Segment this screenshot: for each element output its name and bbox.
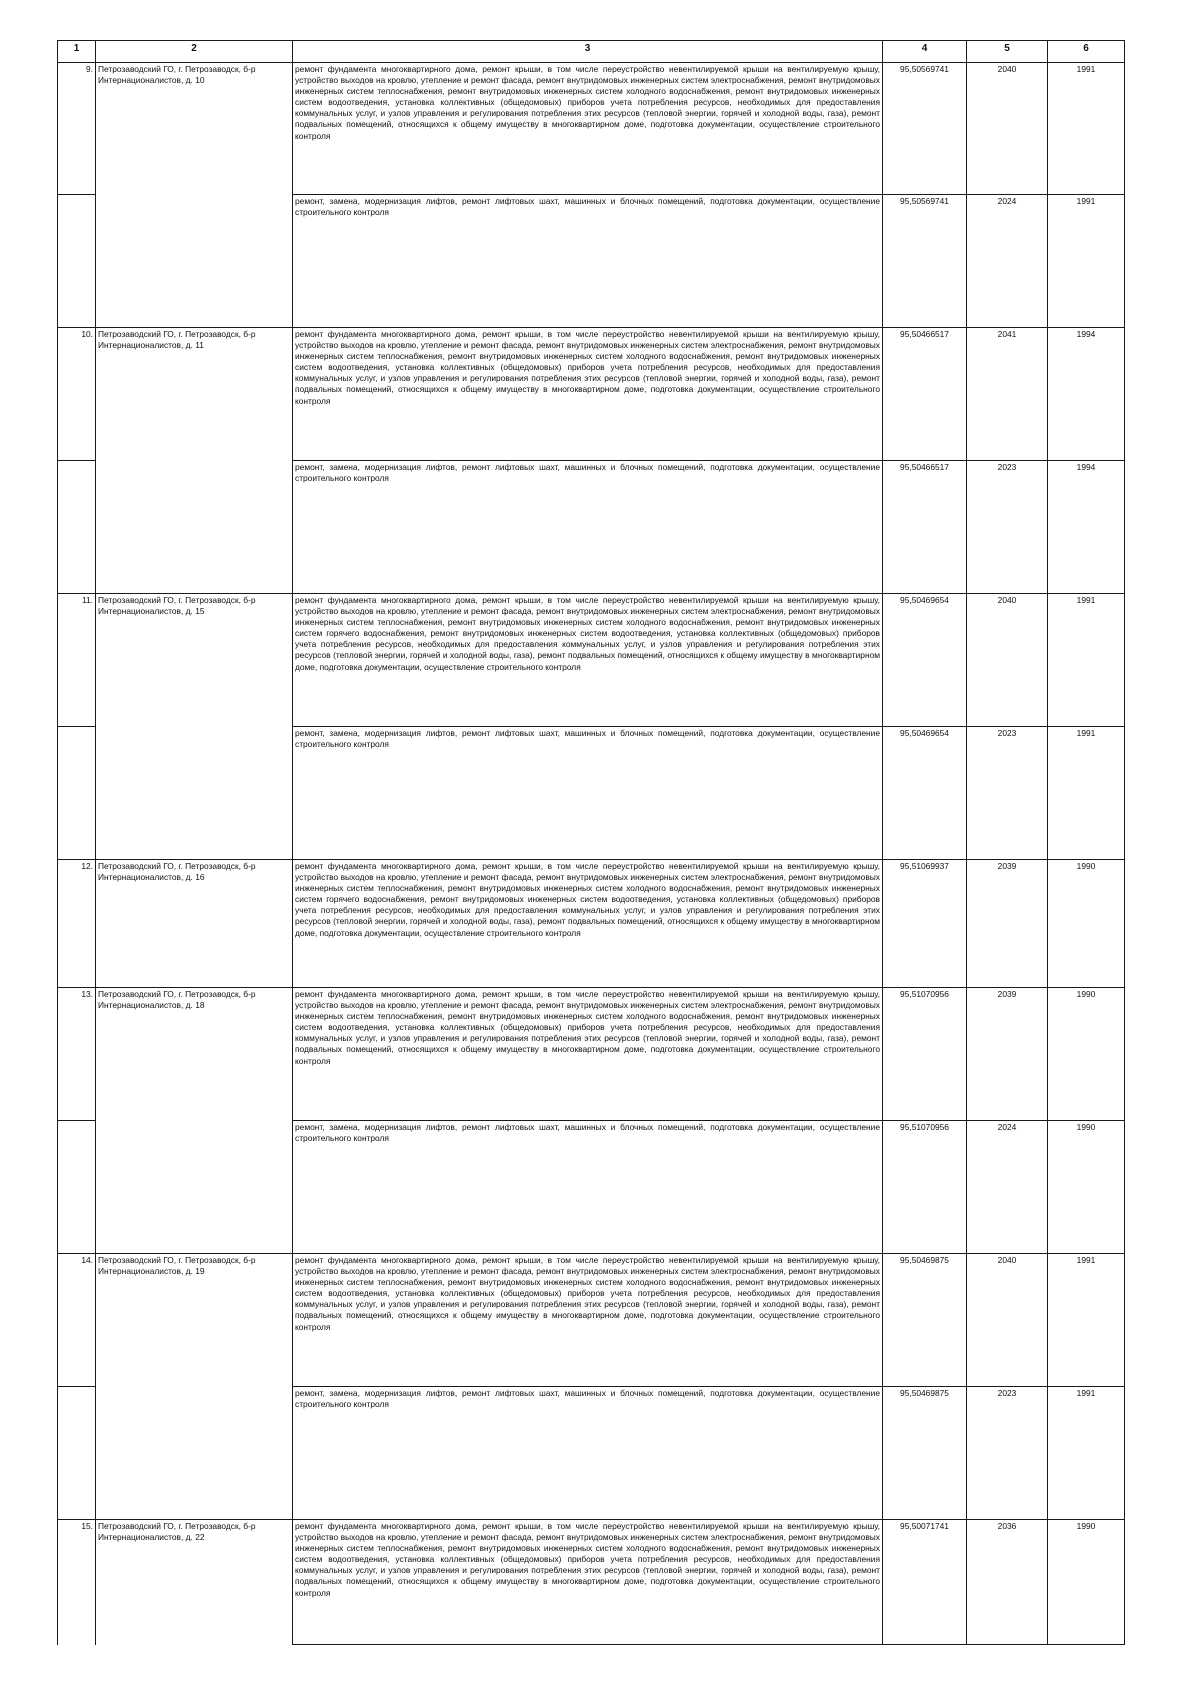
works-description-cell: ремонт, замена, модернизация лифтов, ремонт лифтовых шахт, машинных и блочных помещений, подготовка документации, осуществление строительного контроля — [293, 1387, 883, 1520]
address-cell: Петрозаводский ГО, г. Петрозаводск, б-р Интернационалистов, д. 10 — [96, 63, 293, 195]
works-description-cell: ремонт, замена, модернизация лифтов, ремонт лифтовых шахт, машинных и блочных помещений, подготовка документации, осуществление строительного контроля — [293, 195, 883, 328]
year-cell: 1990 — [1048, 988, 1125, 1121]
year-cell: 2036 — [967, 1520, 1048, 1645]
repair-schedule-table — [57, 40, 1125, 1645]
row-number: 12. — [58, 860, 96, 988]
value-cell: 95,50469875 — [883, 1387, 967, 1520]
year-cell: 2040 — [967, 1254, 1048, 1387]
column-header: 3 — [293, 41, 883, 63]
year-cell: 2023 — [967, 727, 1048, 860]
year-cell: 2039 — [967, 988, 1048, 1121]
row-number — [58, 195, 96, 328]
address-cell — [96, 1121, 293, 1254]
value-cell: 95,51069937 — [883, 860, 967, 988]
value-cell: 95,50469875 — [883, 1254, 967, 1387]
works-description-cell: ремонт фундамента многоквартирного дома, ремонт крыши, в том числе переустройство невентилируемой крыши на вентилируемую крышу, устройство выходов на кровлю, утепление и ремонт фасада, ремонт внутридомовых инженерных систем электроснабжения, ремонт внутридомовых инженерных систем теплоснабжения, ремонт внутридомовых инженерных систем холодного водоснабжения, ремонт внутридомовых инженерных систем водоотведения, установка коллективных (общедомовых) приборов учета потребления ресурсов, необходимых для предоставления коммунальных услуг, и узлов управления и регулирования потребления этих ресурсов (тепловой энергии, горячей и холодной воды, газа), ремонт подвальных помещений, относящихся к общему имуществу в многоквартирном доме, подготовка документации, осуществление строительного контроля — [293, 63, 883, 195]
address-cell — [96, 461, 293, 594]
year-cell: 1994 — [1048, 461, 1125, 594]
year-cell: 2039 — [967, 860, 1048, 988]
column-header: 1 — [58, 41, 96, 63]
table-row — [58, 727, 1125, 860]
address-cell: Петрозаводский ГО, г. Петрозаводск, б-р Интернационалистов, д. 11 — [96, 328, 293, 461]
address-cell: Петрозаводский ГО, г. Петрозаводск, б-р Интернационалистов, д. 19 — [96, 1254, 293, 1387]
year-cell: 1990 — [1048, 1520, 1125, 1645]
address-cell: Петрозаводский ГО, г. Петрозаводск, б-р Интернационалистов, д. 15 — [96, 594, 293, 727]
row-number: 13. — [58, 988, 96, 1121]
year-cell: 1991 — [1048, 1387, 1125, 1520]
year-cell: 1991 — [1048, 727, 1125, 860]
year-cell: 1991 — [1048, 63, 1125, 195]
column-header: 6 — [1048, 41, 1125, 63]
table-row — [58, 594, 1125, 727]
table-row — [58, 328, 1125, 461]
works-description-cell: ремонт фундамента многоквартирного дома, ремонт крыши, в том числе переустройство невентилируемой крыши на вентилируемую крышу, устройство выходов на кровлю, утепление и ремонт фасада, ремонт внутридомовых инженерных систем электроснабжения, ремонт внутридомовых инженерных систем теплоснабжения, ремонт внутридомовых инженерных систем холодного водоснабжения, ремонт внутридомовых инженерных систем горячего водоснабжения, ремонт внутридомовых инженерных систем водоотведения, установка коллективных (общедомовых) приборов учета потребления ресурсов, необходимых для предоставления коммунальных услуг, и узлов управления и регулирования потребления этих ресурсов (тепловой энергии, горячей и холодной воды, газа), ремонт подвальных помещений, относящихся к общему имуществу в многоквартирном доме, подготовка документации, осуществление строительного контроля — [293, 594, 883, 727]
table-header-row — [58, 41, 1125, 63]
year-cell: 1990 — [1048, 1121, 1125, 1254]
address-cell — [96, 1387, 293, 1520]
works-description-cell: ремонт, замена, модернизация лифтов, ремонт лифтовых шахт, машинных и блочных помещений, подготовка документации, осуществление строительного контроля — [293, 461, 883, 594]
row-number — [58, 1121, 96, 1254]
value-cell: 95,51070956 — [883, 1121, 967, 1254]
row-number: 15. — [58, 1520, 96, 1645]
year-cell: 1991 — [1048, 594, 1125, 727]
row-number: 14. — [58, 1254, 96, 1387]
value-cell: 95,50071741 — [883, 1520, 967, 1645]
year-cell: 2040 — [967, 594, 1048, 727]
table-row — [58, 1520, 1125, 1645]
column-header: 4 — [883, 41, 967, 63]
value-cell: 95,50466517 — [883, 328, 967, 461]
works-description-cell: ремонт фундамента многоквартирного дома, ремонт крыши, в том числе переустройство невентилируемой крыши на вентилируемую крышу, устройство выходов на кровлю, утепление и ремонт фасада, ремонт внутридомовых инженерных систем электроснабжения, ремонт внутридомовых инженерных систем теплоснабжения, ремонт внутридомовых инженерных систем холодного водоснабжения, ремонт внутридомовых инженерных систем водоотведения, установка коллективных (общедомовых) приборов учета потребления ресурсов, необходимых для предоставления коммунальных услуг, и узлов управления и регулирования потребления этих ресурсов (тепловой энергии, горячей и холодной воды, газа), ремонт подвальных помещений, относящихся к общему имуществу в многоквартирном доме, подготовка документации, осуществление строительного контроля — [293, 1254, 883, 1387]
works-description-cell: ремонт, замена, модернизация лифтов, ремонт лифтовых шахт, машинных и блочных помещений, подготовка документации, осуществление строительного контроля — [293, 1121, 883, 1254]
year-cell: 2024 — [967, 1121, 1048, 1254]
table-row — [58, 1121, 1125, 1254]
row-number: 10. — [58, 328, 96, 461]
year-cell: 2041 — [967, 328, 1048, 461]
year-cell: 2023 — [967, 461, 1048, 594]
row-number — [58, 461, 96, 594]
row-number: 9. — [58, 63, 96, 195]
table-row — [58, 1387, 1125, 1520]
address-cell — [96, 195, 293, 328]
table-row — [58, 860, 1125, 988]
column-header: 5 — [967, 41, 1048, 63]
value-cell: 95,50469654 — [883, 727, 967, 860]
table-row — [58, 195, 1125, 328]
year-cell: 2023 — [967, 1387, 1048, 1520]
row-number: 11. — [58, 594, 96, 727]
address-cell: Петрозаводский ГО, г. Петрозаводск, б-р Интернационалистов, д. 18 — [96, 988, 293, 1121]
row-number — [58, 1387, 96, 1520]
table-row — [58, 63, 1125, 195]
year-cell: 2040 — [967, 63, 1048, 195]
table-row — [58, 1254, 1125, 1387]
works-description-cell: ремонт, замена, модернизация лифтов, ремонт лифтовых шахт, машинных и блочных помещений, подготовка документации, осуществление строительного контроля — [293, 727, 883, 860]
table-row — [58, 461, 1125, 594]
table-row — [58, 988, 1125, 1121]
value-cell: 95,50569741 — [883, 63, 967, 195]
address-cell: Петрозаводский ГО, г. Петрозаводск, б-р Интернационалистов, д. 22 — [96, 1520, 293, 1645]
value-cell: 95,51070956 — [883, 988, 967, 1121]
year-cell: 1991 — [1048, 1254, 1125, 1387]
value-cell: 95,50569741 — [883, 195, 967, 328]
value-cell: 95,50469654 — [883, 594, 967, 727]
column-header: 2 — [96, 41, 293, 63]
table-body — [58, 63, 1125, 1645]
year-cell: 2024 — [967, 195, 1048, 328]
year-cell: 1990 — [1048, 860, 1125, 988]
works-description-cell: ремонт фундамента многоквартирного дома, ремонт крыши, в том числе переустройство невентилируемой крыши на вентилируемую крышу, устройство выходов на кровлю, утепление и ремонт фасада, ремонт внутридомовых инженерных систем электроснабжения, ремонт внутридомовых инженерных систем теплоснабжения, ремонт внутридомовых инженерных систем холодного водоснабжения, ремонт внутридомовых инженерных систем водоотведения, установка коллективных (общедомовых) приборов учета потребления ресурсов, необходимых для предоставления коммунальных услуг, и узлов управления и регулирования потребления этих ресурсов (тепловой энергии, горячей и холодной воды, газа), ремонт подвальных помещений, относящихся к общему имуществу в многоквартирном доме, подготовка документации, осуществление строительного контроля — [293, 1520, 883, 1645]
address-cell: Петрозаводский ГО, г. Петрозаводск, б-р Интернационалистов, д. 16 — [96, 860, 293, 988]
address-cell — [96, 727, 293, 860]
year-cell: 1991 — [1048, 195, 1125, 328]
row-number — [58, 727, 96, 860]
value-cell: 95,50466517 — [883, 461, 967, 594]
works-description-cell: ремонт фундамента многоквартирного дома, ремонт крыши, в том числе переустройство невентилируемой крыши на вентилируемую крышу, устройство выходов на кровлю, утепление и ремонт фасада, ремонт внутридомовых инженерных систем электроснабжения, ремонт внутридомовых инженерных систем теплоснабжения, ремонт внутридомовых инженерных систем холодного водоснабжения, ремонт внутридомовых инженерных систем водоотведения, установка коллективных (общедомовых) приборов учета потребления ресурсов, необходимых для предоставления коммунальных услуг, и узлов управления и регулирования потребления этих ресурсов (тепловой энергии, горячей и холодной воды, газа), ремонт подвальных помещений, относящихся к общему имуществу в многоквартирном доме, подготовка документации, осуществление строительного контроля — [293, 328, 883, 461]
works-description-cell: ремонт фундамента многоквартирного дома, ремонт крыши, в том числе переустройство невентилируемой крыши на вентилируемую крышу, устройство выходов на кровлю, утепление и ремонт фасада, ремонт внутридомовых инженерных систем электроснабжения, ремонт внутридомовых инженерных систем теплоснабжения, ремонт внутридомовых инженерных систем холодного водоснабжения, ремонт внутридомовых инженерных систем горячего водоснабжения, ремонт внутридомовых инженерных систем водоотведения, установка коллективных (общедомовых) приборов учета потребления ресурсов, необходимых для предоставления коммунальных услуг, и узлов управления и регулирования потребления этих ресурсов (тепловой энергии, горячей и холодной воды, газа), ремонт подвальных помещений, относящихся к общему имуществу в многоквартирном доме, подготовка документации, осуществление строительного контроля — [293, 860, 883, 988]
year-cell: 1994 — [1048, 328, 1125, 461]
works-description-cell: ремонт фундамента многоквартирного дома, ремонт крыши, в том числе переустройство невентилируемой крыши на вентилируемую крышу, устройство выходов на кровлю, утепление и ремонт фасада, ремонт внутридомовых инженерных систем электроснабжения, ремонт внутридомовых инженерных систем теплоснабжения, ремонт внутридомовых инженерных систем холодного водоснабжения, ремонт внутридомовых инженерных систем водоотведения, установка коллективных (общедомовых) приборов учета потребления ресурсов, необходимых для предоставления коммунальных услуг, и узлов управления и регулирования потребления этих ресурсов (тепловой энергии, горячей и холодной воды, газа), ремонт подвальных помещений, относящихся к общему имуществу в многоквартирном доме, подготовка документации, осуществление строительного контроля — [293, 988, 883, 1121]
